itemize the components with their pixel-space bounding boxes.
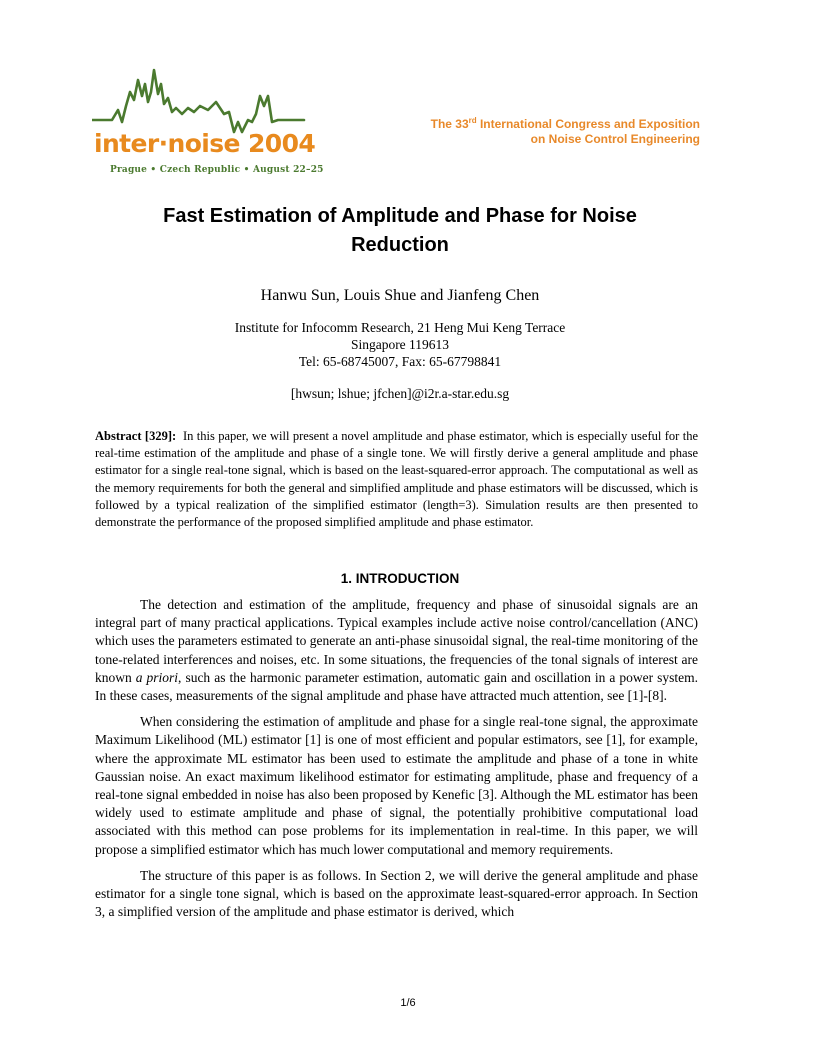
introduction-body [95,596,698,929]
conference-line-1: The 33rd International Congress and Exposition [430,116,700,131]
paragraph: When considering the estimation of amplitude and phase for a single real-tone signal, the approximate Maximum Likelihood (ML) estimator [1] is one of most efficient and popular estimators, see [1], for example, where the approximate ML estimator has been used to estimate the amplitude and phase of a tone in white Gaussian noise. An exact maximum likelihood estimator for estimating amplitude, phase and frequency of a real-tone signal embedded in noise has also been proposed by Kenefic [3]. Although the ML estimator has been widely used to estimate amplitude and phase of signal, the potentially prohibitive computational load associated with this method can pose problems for its implementation in real-time. In this paper, we will propose a simplified estimator which has much lower computational and memory requirements. [95,714,698,857]
paragraph: The detection and estimation of the amplitude, frequency and phase of sinusoidal signals are an integral part of many practical applications. Typical examples include active noise control/cancellation (ANC) which uses the parameters estimated to generate an anti-phase sinusoidal signal, the real-time monitoring of the tone-related interferences and noises, etc. In some situations, the frequencies of the tonal signals of interest are known a priori, such as the harmonic parameter estimation, automatic gain and oscillation in a power system. In these cases, measurements of the signal amplitude and phase have attracted much attention, see [1]-[8]. [95,597,698,704]
conference-line-2: on Noise Control Engineering [530,132,700,146]
conference-header [431,117,700,147]
paper-title: Fast Estimation of Amplitude and Phase for Noise Reduction [163,205,637,256]
sound-wave-logo-graphic [92,62,310,180]
page-number: 1/6 [400,997,416,1009]
section-heading-introduction: 1. INTRODUCTION [340,571,460,586]
abstract [95,428,698,531]
author-affiliation: Institute for Infocomm Research, 21 Heng Mui Keng Terrace Singapore 119613 Tel: 65-68745007, Fax: 65-67798841 [234,320,566,369]
paragraph: The structure of this paper is as follows. In Section 2, we will derive the general amplitude and phase estimator for a single tone signal, which is based on the approximate least-squared-error approach. In Section 3, a simplified version of the amplitude and phase estimator is derived, which [95,867,698,920]
abstract-label: Abstract [329]: [95,429,177,443]
ordinal-superscript: rd [468,116,477,125]
logo-tagline: Prague • Czech Republic • August 22–25 [110,165,324,175]
logo-wordmark: inter·noise 2004 [94,129,316,158]
paper-authors: Hanwu Sun, Louis Shue and Jianfeng Chen [260,287,540,304]
author-email: [hwsun; lshue; jfchen]@i2r.a-star.edu.sg [290,386,510,401]
abstract-text: In this paper, we will present a novel amplitude and phase estimator, which is especially useful for the real-time estimation of the amplitude and phase of a single tone. We will firstly derive a general amplitude and phase estimator for a single real-tone signal, which is based on the least-squared-error approach. The computational as well as the memory requirements for both the general and simplified amplitude and phase estimators will be discussed, which is followed by a typical realization of the simplified estimator (length=3). Simulation results are then presented to demonstrate the performance of the proposed simplified amplitude and phase estimator. [95,429,698,530]
internoise-logo [92,62,324,180]
